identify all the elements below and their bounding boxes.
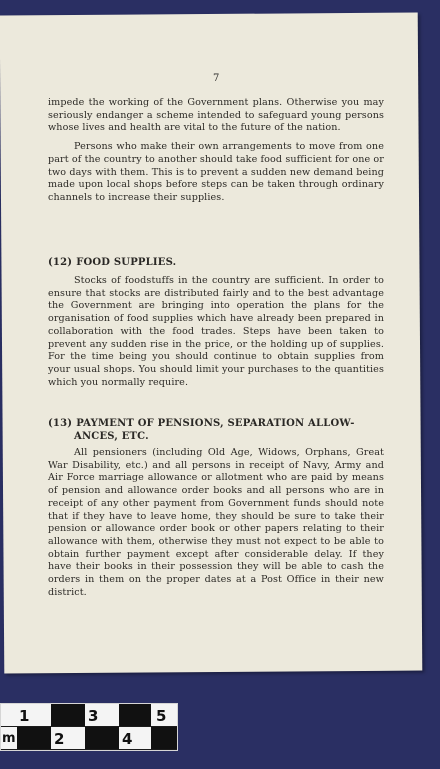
section-12-heading [48, 257, 384, 270]
scale-label: 3 [88, 707, 99, 725]
paragraph-moving-food: Persons who make their own arrangements to move from one part of the country to another should take food sufficient for one or two days with them. This is to prevent a sudden new demand being made upon local shops before steps can be taken through ordinary channels to increase their supplies. [48, 141, 384, 203]
scale-cell [151, 727, 177, 749]
scale-label: 1 [19, 707, 30, 725]
section-13-number: (13) [48, 418, 73, 429]
measurement-scale-bar [0, 703, 178, 751]
scale-cell [119, 704, 151, 726]
scale-label: 5 [156, 707, 167, 725]
scale-cell [51, 704, 85, 726]
section-13-title-line1: PAYMENT OF PENSIONS, SEPARATION ALLOW- [76, 418, 355, 429]
scale-cell [1, 704, 17, 726]
scale-label: m [2, 731, 16, 746]
intro-text [48, 97, 384, 205]
section-13-text [48, 447, 384, 599]
scale-label: 2 [54, 730, 65, 748]
section-13-title-line2: ANCES, ETC. [74, 430, 149, 442]
scale-cell [85, 727, 119, 749]
section-12-body: Stocks of foodstuffs in the country are sufficient. In order to ensure that stocks are distributed fairly and to the best advantage the Government are bringing into operation the plans for the organisation of food supplies which have already been prepared in collaboration with the food trades. Steps have been taken to prevent any sudden rise in the price, or the holding up of supplies. For the time being you should continue to obtain supplies from your usual shops. You should limit your purchases to the quantities which you normally require. [48, 275, 384, 388]
scale-label: 4 [122, 730, 133, 748]
section-12-title: FOOD SUPPLIES. [76, 257, 177, 268]
section-13-heading [48, 418, 384, 443]
section-12-text [48, 275, 384, 389]
paragraph-continuation: impede the working of the Government plans. Otherwise you may seriously endanger a scheme intended to safeguard young persons whose lives and health are vital to the future of the nation. [48, 97, 384, 134]
section-12-number: (12) [48, 257, 73, 268]
section-13-body: All pensioners (including Old Age, Widows, Orphans, Great War Disability, etc.) and all persons in receipt of Navy, Army and Air Force marriage allowance or allotment who are paid by means of pension and allowance order books and all persons who are in receipt of any other payment from Government funds should note that if they have to leave home, they should be sure to take their pension or allowance order book or other papers relating to their allowance with them, otherwise they must not expect to be able to obtain further payment except after considerable delay. If they have their books in their possession they will be able to cash the orders in them on the proper dates at a Post Office in their new district. [48, 447, 384, 598]
page-number: 7 [213, 73, 220, 84]
scale-cell [17, 727, 51, 749]
